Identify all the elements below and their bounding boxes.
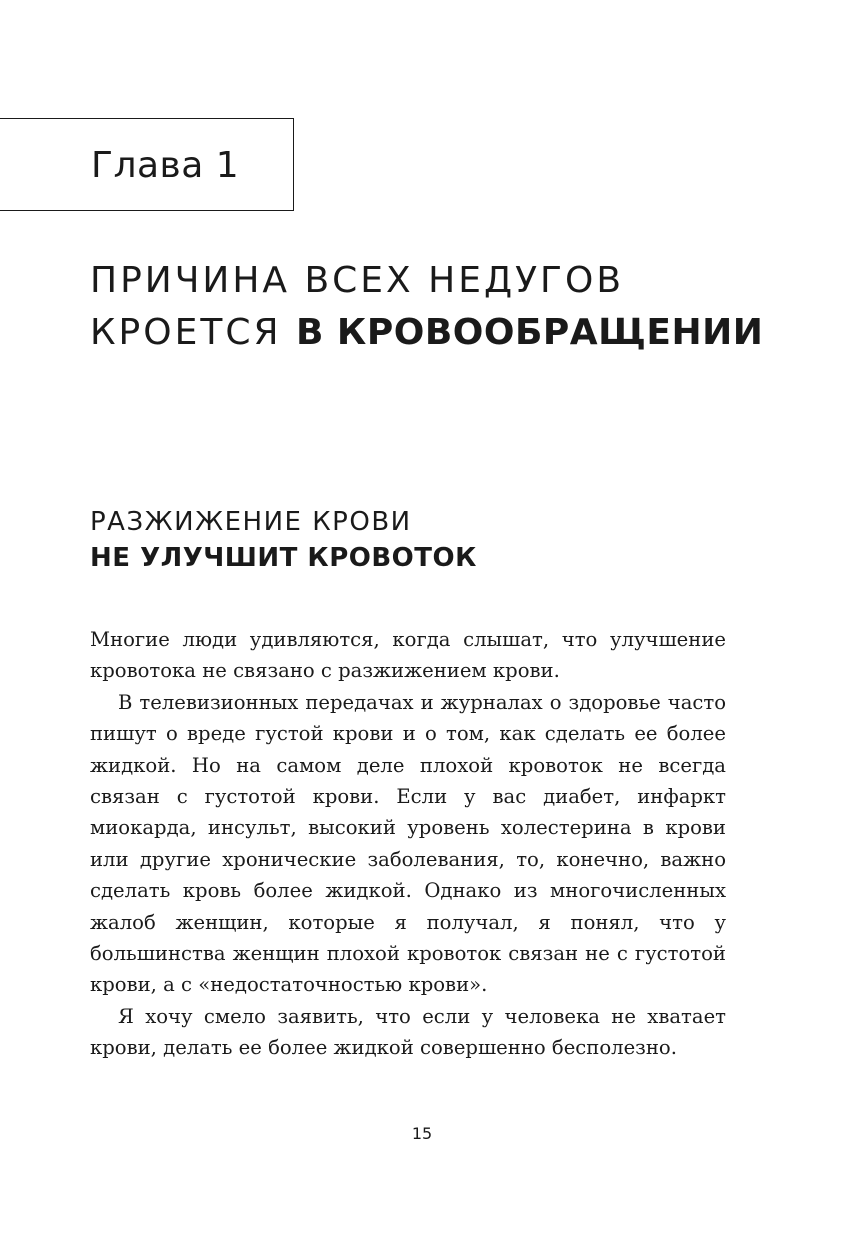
chapter-title-line-2 bbox=[90, 307, 790, 359]
paragraph-2: В телевизионных передачах и журналах о здоровье часто пишут о вреде густой крови и о том, как сделать ее более жидкой. Но на самом деле плохой кровоток не всегда связан с густотой крови. Если у вас диабет, инфаркт миокарда, инсульт, высокий уровень холестерина в крови или другие хронические заболевания, то, конечно, важно сделать кровь более жидкой. Однако из многочисленных жалоб женщин, которые я получал, я понял, что у большинства женщин плохой кровоток связан не с густотой крови, а с «недостаточностью крови». bbox=[90, 690, 726, 997]
body-text bbox=[90, 624, 726, 1064]
paragraph-3: Я хочу смело заявить, что если у человека не хватает крови, делать ее более жидкой совершенно бесполезно. bbox=[90, 1004, 726, 1060]
chapter-title bbox=[90, 255, 790, 359]
section-title-line-2: НЕ УЛУЧШИТ КРОВОТОК bbox=[90, 543, 477, 573]
chapter-title-line-2-normal: КРОЕТСЯ bbox=[90, 312, 296, 353]
page-number: 15 bbox=[411, 1124, 433, 1143]
chapter-title-line-1: ПРИЧИНА ВСЕХ НЕДУГОВ bbox=[90, 260, 625, 301]
section-title-line-1: РАЗЖИЖЕНИЕ КРОВИ bbox=[90, 507, 412, 537]
paragraph-1: Многие люди удивляются, когда слышат, что улучшение кровотока не связано с разжижением крови. bbox=[90, 628, 726, 683]
chapter-title-line-2-bold: В КРОВООБРАЩЕНИИ bbox=[295, 312, 764, 353]
chapter-label: Глава 1 bbox=[91, 145, 240, 186]
section-title bbox=[90, 504, 790, 576]
